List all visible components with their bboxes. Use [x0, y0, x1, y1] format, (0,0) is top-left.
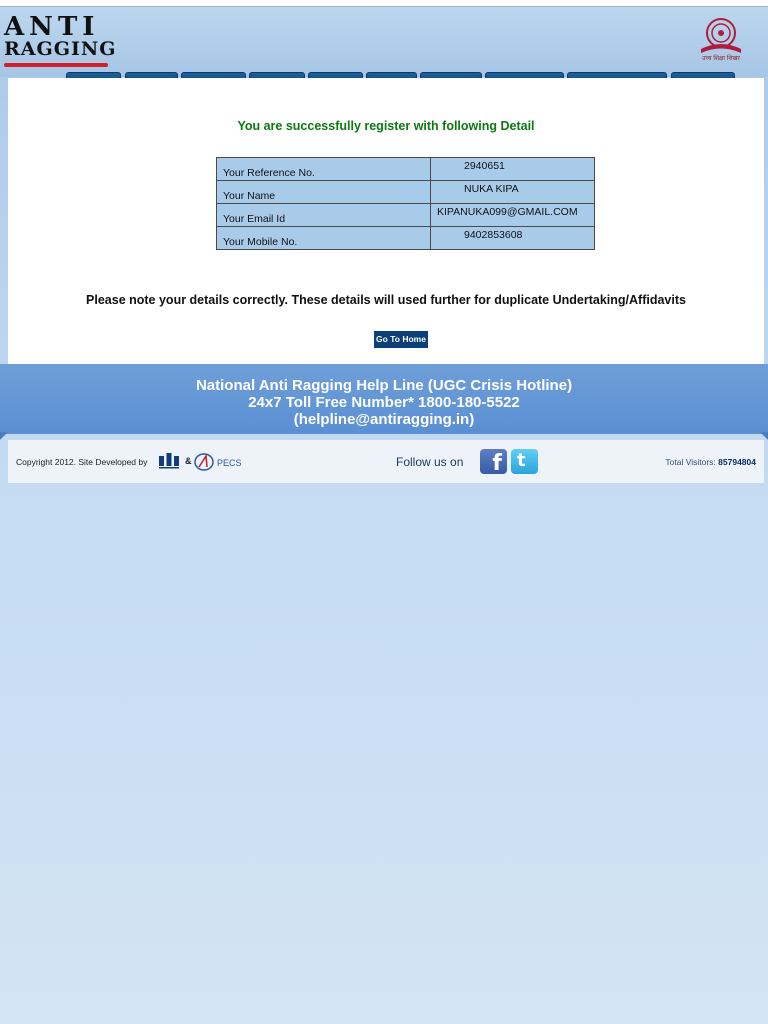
toll-free-number: 24x7 Toll Free Number* 1800-180-5522	[248, 394, 520, 411]
ecil-logo-icon[interactable]	[158, 452, 180, 472]
logo-line-1: ANTI	[4, 12, 100, 42]
twitter-glyph: t	[517, 450, 526, 471]
success-message: You are successfully register with following Detail	[237, 119, 535, 133]
visitors-label: Total Visitors:	[665, 457, 716, 467]
twitter-icon[interactable]	[511, 449, 538, 474]
emblem-caption: उच्च शिक्षा शिखर	[702, 55, 740, 62]
table-row	[217, 158, 595, 181]
facebook-glyph: f	[492, 451, 502, 476]
copyright-text: Copyright 2012. Site Developed by	[16, 457, 148, 467]
go-to-home-button[interactable]: Go To Home	[374, 331, 428, 348]
pecs-logo-icon[interactable]	[194, 453, 214, 471]
site-header	[0, 7, 768, 77]
ampersand: &	[185, 456, 192, 466]
table-row	[217, 181, 595, 204]
logo-red-bar	[4, 63, 108, 67]
detail-label: Your Email Id	[217, 204, 431, 227]
email-value: KIPANUKA099@GMAIL.COM	[431, 204, 595, 227]
logo-line-2: RAGGING	[4, 38, 117, 60]
total-visitors	[665, 457, 756, 467]
pecs-label[interactable]: PECS	[217, 458, 242, 468]
facebook-icon[interactable]	[480, 449, 507, 474]
detail-label: Your Mobile No.	[217, 227, 431, 250]
banner-corner-left	[0, 432, 8, 440]
detail-label: Your Reference No.	[217, 158, 431, 181]
table-row	[217, 227, 595, 250]
details-note: Please note your details correctly. These details will used further for duplicate Undertaking/Affidavits	[86, 293, 686, 307]
table-row	[217, 204, 595, 227]
main-content	[8, 78, 764, 364]
name-value: NUKA KIPA	[431, 181, 595, 204]
visitors-count: 85794804	[718, 457, 756, 467]
detail-label: Your Name	[217, 181, 431, 204]
follow-us-label: Follow us on	[396, 455, 464, 469]
helpline-banner	[0, 364, 768, 434]
site-footer	[8, 440, 764, 483]
reference-number-value: 2940651	[431, 158, 595, 181]
banner-corner-right	[760, 432, 768, 440]
helpline-title: National Anti Ragging Help Line (UGC Crisis Hotline)	[195, 377, 573, 394]
registration-details-table	[216, 157, 595, 250]
mobile-value: 9402853608	[431, 227, 595, 250]
helpline-email[interactable]: (helpline@antiragging.in)	[293, 411, 475, 428]
anti-ragging-logo[interactable]	[4, 12, 117, 67]
top-border	[0, 0, 768, 7]
